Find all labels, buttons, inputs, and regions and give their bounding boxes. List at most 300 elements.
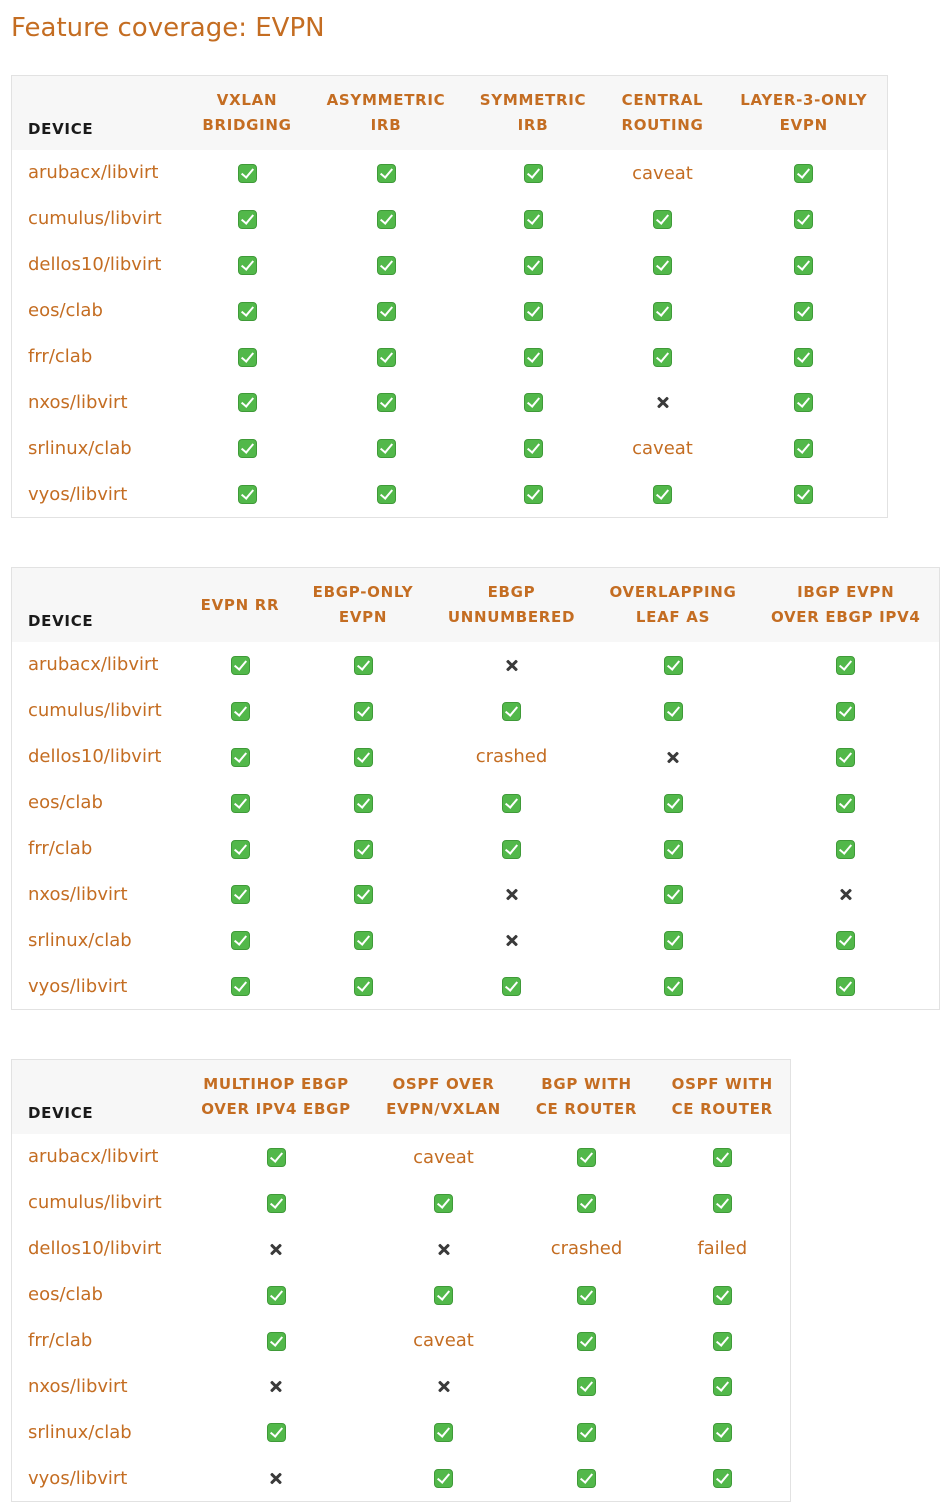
coverage-table-3	[11, 1059, 791, 1502]
page-title: Feature coverage: EVPN	[11, 13, 325, 43]
table-row	[12, 1272, 791, 1318]
check-mark-icon	[664, 656, 683, 675]
check-mark-icon	[502, 977, 521, 996]
status-cell	[462, 425, 605, 471]
device-name: arubacx/libvirt	[28, 1146, 159, 1168]
device-name: arubacx/libvirt	[28, 162, 159, 184]
check-mark-icon	[354, 885, 373, 904]
check-mark-icon	[524, 439, 543, 458]
check-mark-icon	[524, 393, 543, 412]
status-cell	[369, 1272, 519, 1318]
check-mark-icon	[231, 840, 250, 859]
table-row	[12, 1318, 791, 1364]
column-header-device: DEVICE	[12, 568, 184, 643]
status-cell	[311, 150, 462, 196]
check-mark-icon	[267, 1194, 286, 1213]
status-text: caveat	[632, 438, 693, 460]
table-row	[12, 379, 888, 425]
status-cell	[430, 642, 594, 688]
check-mark-icon	[524, 485, 543, 504]
check-mark-icon	[713, 1194, 732, 1213]
device-name: dellos10/libvirt	[28, 746, 162, 768]
cross-icon	[437, 1380, 451, 1394]
status-cell	[655, 1180, 791, 1226]
column-header	[462, 76, 605, 151]
column-header-line: OSPF WITH	[671, 1075, 773, 1093]
device-name: nxos/libvirt	[28, 1375, 128, 1397]
check-mark-icon	[794, 164, 813, 183]
column-header-line: UNNUMBERED	[447, 608, 576, 626]
column-header-line: EVPN/VXLAN	[386, 1100, 501, 1118]
cross-icon	[437, 1242, 451, 1256]
status-cell	[753, 871, 940, 917]
check-mark-icon	[664, 794, 683, 813]
check-mark-icon	[267, 1423, 286, 1442]
status-cell	[721, 379, 888, 425]
table-row	[12, 150, 888, 196]
status-cell	[184, 688, 297, 734]
column-header-line: BRIDGING	[202, 116, 292, 134]
status-cell	[462, 379, 605, 425]
cross-icon	[269, 1380, 283, 1394]
table-row	[12, 1134, 791, 1180]
status-cell	[594, 871, 753, 917]
check-mark-icon	[238, 256, 257, 275]
device-cell	[12, 1226, 184, 1272]
device-cell	[12, 379, 184, 425]
device-name: srlinux/clab	[28, 437, 132, 459]
status-cell	[184, 196, 311, 242]
status-cell	[753, 642, 940, 688]
table-row	[12, 688, 940, 734]
column-header-line: EVPN	[779, 116, 828, 134]
check-mark-icon	[238, 485, 257, 504]
column-header	[369, 1060, 519, 1135]
status-cell	[605, 471, 721, 517]
check-mark-icon	[238, 164, 257, 183]
status-cell	[311, 425, 462, 471]
status-cell	[753, 780, 940, 826]
check-mark-icon	[238, 302, 257, 321]
device-name: dellos10/libvirt	[28, 1238, 162, 1260]
status-cell	[594, 780, 753, 826]
check-mark-icon	[377, 256, 396, 275]
check-mark-icon	[502, 794, 521, 813]
check-mark-icon	[231, 702, 250, 721]
table-row	[12, 1455, 791, 1501]
device-name: cumulus/libvirt	[28, 700, 162, 722]
device-name: vyos/libvirt	[28, 1467, 128, 1489]
table-row	[12, 242, 888, 288]
column-header-line: OSPF OVER	[392, 1075, 495, 1093]
device-name: eos/clab	[28, 792, 103, 814]
table-row	[12, 425, 888, 471]
status-text: caveat	[413, 1146, 474, 1168]
status-cell	[430, 688, 594, 734]
status-cell	[430, 917, 594, 963]
status-cell	[184, 1455, 369, 1501]
column-header-device: DEVICE	[12, 76, 184, 151]
status-cell	[369, 1134, 519, 1180]
check-mark-icon	[354, 931, 373, 950]
check-mark-icon	[653, 210, 672, 229]
status-cell	[605, 334, 721, 380]
column-header	[519, 1060, 655, 1135]
column-header-device: DEVICE	[12, 1060, 184, 1135]
device-cell	[12, 196, 184, 242]
check-mark-icon	[794, 439, 813, 458]
status-cell	[605, 379, 721, 425]
table-row	[12, 288, 888, 334]
status-cell	[369, 1226, 519, 1272]
table-header-row	[12, 1060, 791, 1135]
status-cell	[655, 1226, 791, 1272]
check-mark-icon	[577, 1377, 596, 1396]
status-cell	[605, 196, 721, 242]
status-cell	[721, 242, 888, 288]
status-cell	[655, 1455, 791, 1501]
device-name: frr/clab	[28, 1330, 93, 1351]
status-cell	[311, 471, 462, 517]
column-header-line: EBGP-ONLY	[312, 583, 414, 601]
table-row	[12, 963, 940, 1009]
check-mark-icon	[794, 210, 813, 229]
status-cell	[184, 826, 297, 872]
check-mark-icon	[238, 348, 257, 367]
column-header-line: MULTIHOP EBGP	[203, 1075, 349, 1093]
status-cell	[430, 826, 594, 872]
status-cell	[184, 917, 297, 963]
check-mark-icon	[664, 931, 683, 950]
device-name: nxos/libvirt	[28, 391, 128, 413]
table-row	[12, 471, 888, 517]
check-mark-icon	[502, 840, 521, 859]
status-cell	[184, 471, 311, 517]
device-name: frr/clab	[28, 346, 93, 367]
status-cell	[519, 1409, 655, 1455]
check-mark-icon	[577, 1148, 596, 1167]
check-mark-icon	[836, 748, 855, 767]
table-row	[12, 917, 940, 963]
check-mark-icon	[231, 977, 250, 996]
check-mark-icon	[836, 794, 855, 813]
check-mark-icon	[836, 702, 855, 721]
column-header-line: BGP WITH	[541, 1075, 632, 1093]
status-cell	[519, 1180, 655, 1226]
device-name: frr/clab	[28, 838, 93, 859]
table-header-row	[12, 76, 888, 151]
check-mark-icon	[231, 885, 250, 904]
check-mark-icon	[713, 1469, 732, 1488]
check-mark-icon	[577, 1332, 596, 1351]
table-row	[12, 334, 888, 380]
status-cell	[369, 1409, 519, 1455]
check-mark-icon	[664, 977, 683, 996]
status-cell	[753, 688, 940, 734]
cross-icon	[839, 888, 853, 902]
check-mark-icon	[231, 794, 250, 813]
check-mark-icon	[231, 656, 250, 675]
check-mark-icon	[231, 748, 250, 767]
check-mark-icon	[354, 656, 373, 675]
check-mark-icon	[577, 1194, 596, 1213]
device-name: cumulus/libvirt	[28, 1192, 162, 1214]
status-cell	[369, 1455, 519, 1501]
column-header	[184, 1060, 369, 1135]
status-cell	[462, 471, 605, 517]
check-mark-icon	[354, 702, 373, 721]
status-cell	[430, 734, 594, 780]
column-header	[594, 568, 753, 643]
status-cell	[462, 288, 605, 334]
status-cell	[369, 1363, 519, 1409]
status-cell	[655, 1272, 791, 1318]
status-cell	[655, 1363, 791, 1409]
check-mark-icon	[794, 393, 813, 412]
device-cell	[12, 734, 184, 780]
status-cell	[462, 334, 605, 380]
device-name: vyos/libvirt	[28, 975, 128, 997]
status-cell	[605, 288, 721, 334]
check-mark-icon	[267, 1148, 286, 1167]
column-header	[605, 76, 721, 151]
status-cell	[184, 242, 311, 288]
status-cell	[184, 642, 297, 688]
status-cell	[297, 826, 430, 872]
device-cell	[12, 1363, 184, 1409]
status-cell	[430, 963, 594, 1009]
check-mark-icon	[664, 840, 683, 859]
device-cell	[12, 963, 184, 1009]
coverage-table-1	[11, 75, 888, 518]
check-mark-icon	[836, 977, 855, 996]
cross-icon	[505, 888, 519, 902]
cross-icon	[269, 1242, 283, 1256]
column-header-line: OVERLAPPING	[609, 583, 737, 601]
status-cell	[462, 196, 605, 242]
cross-icon	[666, 750, 680, 764]
device-cell	[12, 688, 184, 734]
status-cell	[605, 150, 721, 196]
status-cell	[753, 826, 940, 872]
check-mark-icon	[524, 302, 543, 321]
status-cell	[519, 1318, 655, 1364]
check-mark-icon	[653, 485, 672, 504]
status-cell	[721, 196, 888, 242]
check-mark-icon	[836, 931, 855, 950]
column-header-line: CENTRAL	[621, 91, 704, 109]
check-mark-icon	[577, 1469, 596, 1488]
status-cell	[753, 734, 940, 780]
check-mark-icon	[502, 702, 521, 721]
column-header-line: ASYMMETRIC	[326, 91, 446, 109]
status-cell	[519, 1134, 655, 1180]
device-cell	[12, 425, 184, 471]
cross-icon	[656, 396, 670, 410]
check-mark-icon	[794, 485, 813, 504]
check-mark-icon	[524, 256, 543, 275]
coverage-table-2	[11, 567, 940, 1010]
check-mark-icon	[794, 348, 813, 367]
column-header	[311, 76, 462, 151]
status-cell	[594, 826, 753, 872]
column-header-line: EVPN RR	[200, 595, 280, 614]
status-cell	[655, 1134, 791, 1180]
device-cell	[12, 917, 184, 963]
table-row	[12, 871, 940, 917]
status-cell	[184, 1180, 369, 1226]
device-cell	[12, 1134, 184, 1180]
check-mark-icon	[377, 348, 396, 367]
column-header-line: IRB	[370, 116, 402, 134]
status-cell	[369, 1318, 519, 1364]
cross-icon	[269, 1472, 283, 1486]
column-header-line: OVER EBGP IPV4	[770, 608, 921, 626]
status-cell	[184, 1226, 369, 1272]
table-row	[12, 642, 940, 688]
status-cell	[721, 425, 888, 471]
column-header-line: VXLAN	[216, 91, 278, 109]
status-cell	[519, 1363, 655, 1409]
status-cell	[311, 379, 462, 425]
column-header-line: IBGP EVPN	[797, 583, 895, 601]
status-cell	[184, 734, 297, 780]
status-cell	[184, 1134, 369, 1180]
device-cell	[12, 826, 184, 872]
status-cell	[594, 642, 753, 688]
check-mark-icon	[434, 1286, 453, 1305]
status-cell	[184, 150, 311, 196]
device-name: dellos10/libvirt	[28, 254, 162, 276]
status-cell	[184, 288, 311, 334]
device-cell	[12, 1272, 184, 1318]
device-cell	[12, 1409, 184, 1455]
status-cell	[297, 688, 430, 734]
check-mark-icon	[354, 840, 373, 859]
column-header	[184, 568, 297, 643]
status-cell	[462, 242, 605, 288]
status-cell	[721, 334, 888, 380]
check-mark-icon	[713, 1423, 732, 1442]
status-cell	[519, 1272, 655, 1318]
column-header	[184, 76, 311, 151]
column-header-line: SYMMETRIC	[479, 91, 587, 109]
column-header-line: LEAF AS	[635, 608, 711, 626]
device-cell	[12, 642, 184, 688]
cross-icon	[505, 934, 519, 948]
check-mark-icon	[238, 210, 257, 229]
device-cell	[12, 780, 184, 826]
check-mark-icon	[653, 348, 672, 367]
device-cell	[12, 471, 184, 517]
table-row	[12, 1226, 791, 1272]
check-mark-icon	[713, 1377, 732, 1396]
status-cell	[311, 334, 462, 380]
status-cell	[753, 963, 940, 1009]
column-header	[753, 568, 940, 643]
check-mark-icon	[836, 656, 855, 675]
column-header-line: CE ROUTER	[671, 1100, 773, 1118]
status-cell	[721, 150, 888, 196]
check-mark-icon	[713, 1148, 732, 1167]
column-header-line: LAYER-3-ONLY	[740, 91, 868, 109]
status-text: failed	[697, 1238, 748, 1260]
check-mark-icon	[794, 256, 813, 275]
check-mark-icon	[377, 210, 396, 229]
check-mark-icon	[524, 348, 543, 367]
table-row	[12, 1363, 791, 1409]
status-cell	[430, 780, 594, 826]
column-header	[430, 568, 594, 643]
status-cell	[184, 963, 297, 1009]
table-header-row	[12, 568, 940, 643]
check-mark-icon	[377, 164, 396, 183]
table-row	[12, 1409, 791, 1455]
status-text: crashed	[475, 746, 548, 768]
status-text: caveat	[413, 1330, 474, 1352]
status-cell	[605, 425, 721, 471]
status-text: crashed	[550, 1238, 623, 1260]
status-cell	[655, 1409, 791, 1455]
status-cell	[311, 288, 462, 334]
status-cell	[721, 288, 888, 334]
device-cell	[12, 1318, 184, 1364]
check-mark-icon	[577, 1286, 596, 1305]
check-mark-icon	[713, 1286, 732, 1305]
check-mark-icon	[231, 931, 250, 950]
status-cell	[605, 242, 721, 288]
device-cell	[12, 242, 184, 288]
status-cell	[430, 871, 594, 917]
status-cell	[519, 1226, 655, 1272]
status-cell	[594, 688, 753, 734]
device-cell	[12, 871, 184, 917]
status-text: caveat	[632, 162, 693, 184]
status-cell	[184, 1318, 369, 1364]
check-mark-icon	[377, 393, 396, 412]
check-mark-icon	[354, 794, 373, 813]
check-mark-icon	[434, 1423, 453, 1442]
status-cell	[184, 1363, 369, 1409]
device-name: srlinux/clab	[28, 929, 132, 951]
device-cell	[12, 334, 184, 380]
status-cell	[721, 471, 888, 517]
status-cell	[297, 780, 430, 826]
status-cell	[184, 780, 297, 826]
check-mark-icon	[664, 702, 683, 721]
column-header-line: EVPN	[338, 608, 388, 626]
column-header	[721, 76, 888, 151]
check-mark-icon	[653, 302, 672, 321]
status-cell	[297, 734, 430, 780]
status-cell	[184, 1409, 369, 1455]
column-header-line: EBGP	[487, 583, 536, 601]
check-mark-icon	[377, 485, 396, 504]
column-header	[297, 568, 430, 643]
column-header-line: OVER IPV4 EBGP	[201, 1100, 351, 1118]
check-mark-icon	[664, 885, 683, 904]
device-name: cumulus/libvirt	[28, 208, 162, 230]
check-mark-icon	[524, 164, 543, 183]
device-name: vyos/libvirt	[28, 483, 128, 505]
table-row	[12, 734, 940, 780]
status-cell	[594, 963, 753, 1009]
column-header-line: IRB	[517, 116, 549, 134]
device-name: eos/clab	[28, 300, 103, 322]
device-cell	[12, 1455, 184, 1501]
device-cell	[12, 1180, 184, 1226]
check-mark-icon	[377, 302, 396, 321]
